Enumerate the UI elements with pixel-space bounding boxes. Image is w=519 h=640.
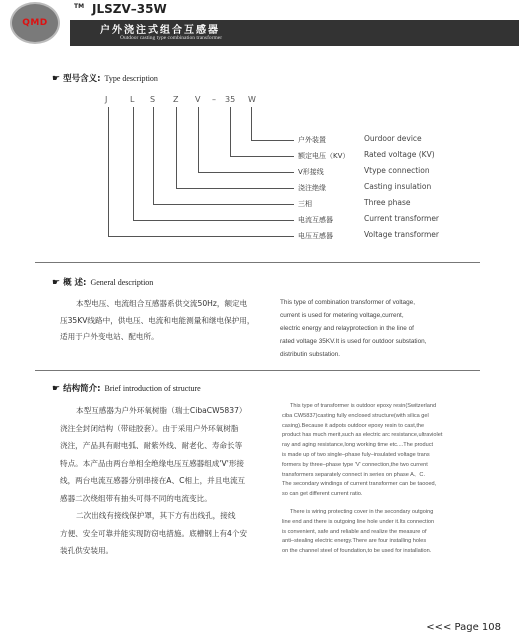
code-letter: S [150,95,156,104]
legend-cn: 三相 [298,200,312,208]
legend-cn: 电压互感器 [298,232,333,240]
pointing-hand-icon: ☛ [52,384,61,394]
legend-en: Vtype connection [364,166,430,175]
legend-cn: 额定电压（KV） [298,152,350,160]
structure-description-en: This type of transformer is outdoor epoxy resin(Switzerland ciba CW5837)casting fully enclosed structure(with silica gel casing).Because it adpots outdoor epoxy resin to cast,the product has much merit,such as electric arc resistance,ultraviolet ray and aging resistance,long working time etc....The product is made up of two single–phase fuly–insulated voltage trans formers by three–phase type 'V' connection,the two current transformers separately connect in series on phase A、C. The secondary windings of current transformer can be taooed, so can get different current ratio. There is wiring protecting cover in the secondary outgoing line end and there is outgoing line hole under it.Its connection is convenient, safe and reliable and realize the measure of anti–stealing electric energy.There are four installing holes on the channel steel of foundation,to be used for installation. [282,403,443,555]
section-divider [35,262,480,263]
type-description-heading: ☛ 型号含义: Type description [52,74,158,84]
logo-text: QMD [22,18,48,28]
product-title-cn: 户外浇注式组合互感器 [100,25,220,36]
code-letter: L [130,95,135,104]
pointing-hand-icon: ☛ [52,278,61,288]
legend-cn: 浇注绝缘 [298,184,326,192]
general-description-en: This type of combination transformer of voltage, current is used for metering voltage,current, electric energy and relayprotection in the line of rated voltage 35KV.It is used for outdoor substation, distributin substation. [280,299,427,358]
code-letter: W [248,95,256,104]
legend-en: Ourdoor device [364,134,422,143]
product-title-en: Outdoor casting type combination transformer [120,35,223,41]
legend-en: Current transformer [364,214,440,223]
code-letter: Z [173,95,179,104]
section-divider [35,370,480,371]
legend-en: Rated voltage (KV) [364,150,435,159]
legend-en: Three phase [364,198,411,207]
general-description-cn: 本型电压、电流组合互感器系供交流50Hz，额定电 压35KV线路中，供电压、电流和电能测量和继电保护用， 适用于户外变电站、配电所。 [60,299,255,341]
code-letter: V [195,95,201,104]
legend-cn: 户外装置 [298,136,326,144]
header [0,0,519,48]
legend-cn: 电流互感器 [298,216,333,224]
model-number: JLSZV–35W [92,2,167,16]
structure-heading: ☛ 结构简介: Brief introduction of structure [52,384,201,394]
page-number: <<< Page 108 [426,622,501,633]
code-letter: 35 [225,95,236,104]
code-letter: – [212,95,216,104]
legend-cn: V形接线 [298,168,324,176]
pointing-hand-icon: ☛ [52,74,61,84]
legend-en: Voltage transformer [364,230,439,239]
legend-en: Casting insulation [364,182,432,191]
trademark-mark: TM [74,3,85,10]
structure-description-cn: 本型互感器为户外环氧树脂（瑞士CibaCW5837） 浇注全封闭结构（带硅胶套）。由于采用户外环氧树脂 浇注，产品具有耐电弧、耐紫外线、耐老化、寿命长等 特点。本产品由两台单相全绝缘电压互感器组成'V'形接 线，两台电流互感器分别串接在A、C相上，并且电流互 感器二次绕组带有抽头可得不同的电流变比。 二次出线有接线保护罩，其下方有出线孔，接线 方便、安全可靠并能实现防窃电措施。底槽钢上有4个安 装孔供安装用。 [60,406,248,555]
general-description-heading: ☛ 概 述: General description [52,278,154,288]
company-logo [10,2,60,44]
code-letter: J [105,95,108,104]
